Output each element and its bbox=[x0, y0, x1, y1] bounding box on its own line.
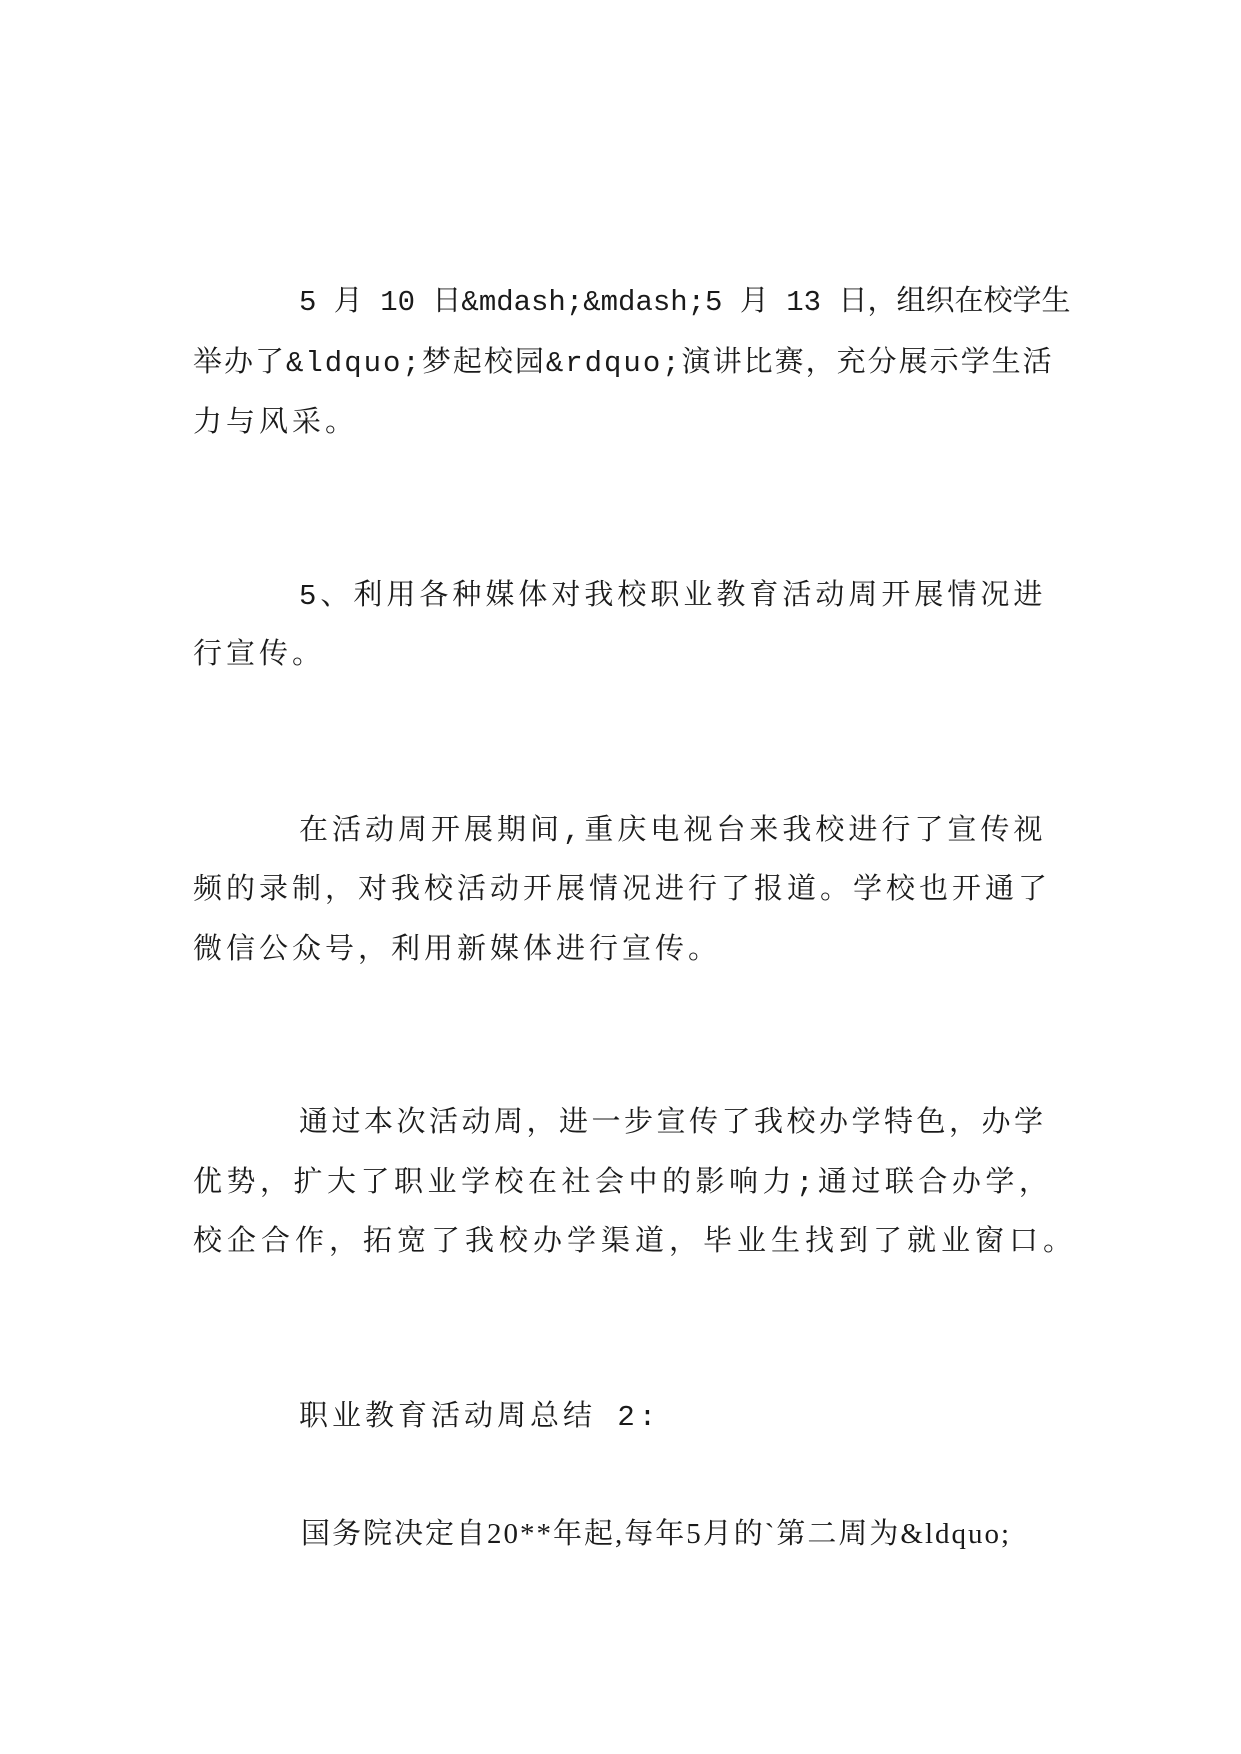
text-line: 在活动周开展期间,重庆电视台来我校进行了宣传视 bbox=[299, 815, 1047, 848]
text-line: 优势，扩大了职业学校在社会中的影响力;通过联合办学， bbox=[193, 1167, 1053, 1200]
text-line: 微信公众号，利用新媒体进行宣传。 bbox=[193, 934, 722, 967]
text-line: 校企合作，拓宽了我校办学渠道，毕业生找到了就业窗口。 bbox=[193, 1226, 1078, 1259]
text-line: 5 月 10 日&mdash;&mdash;5 月 13 日，组织在校学生 bbox=[299, 286, 1071, 319]
text-line: 行宣传。 bbox=[193, 639, 326, 672]
text-line: 力与风采。 bbox=[193, 407, 359, 440]
text-line: 举办了&ldquo;梦起校园&rdquo;演讲比赛，充分展示学生活 bbox=[193, 347, 1054, 380]
text-line: 职业教育活动周总结 2: bbox=[299, 1401, 661, 1434]
text-line: 通过本次活动周，进一步宣传了我校办学特色，办学 bbox=[299, 1107, 1047, 1140]
text-line: 国务院决定自20**年起,每年5月的`第二周为&ldquo; bbox=[301, 1518, 1012, 1550]
text-line: 5、利用各种媒体对我校职业教育活动周开展情况进 bbox=[299, 580, 1047, 613]
text-line: 频的录制，对我校活动开展情况进行了报道。学校也开通了 bbox=[193, 874, 1052, 907]
